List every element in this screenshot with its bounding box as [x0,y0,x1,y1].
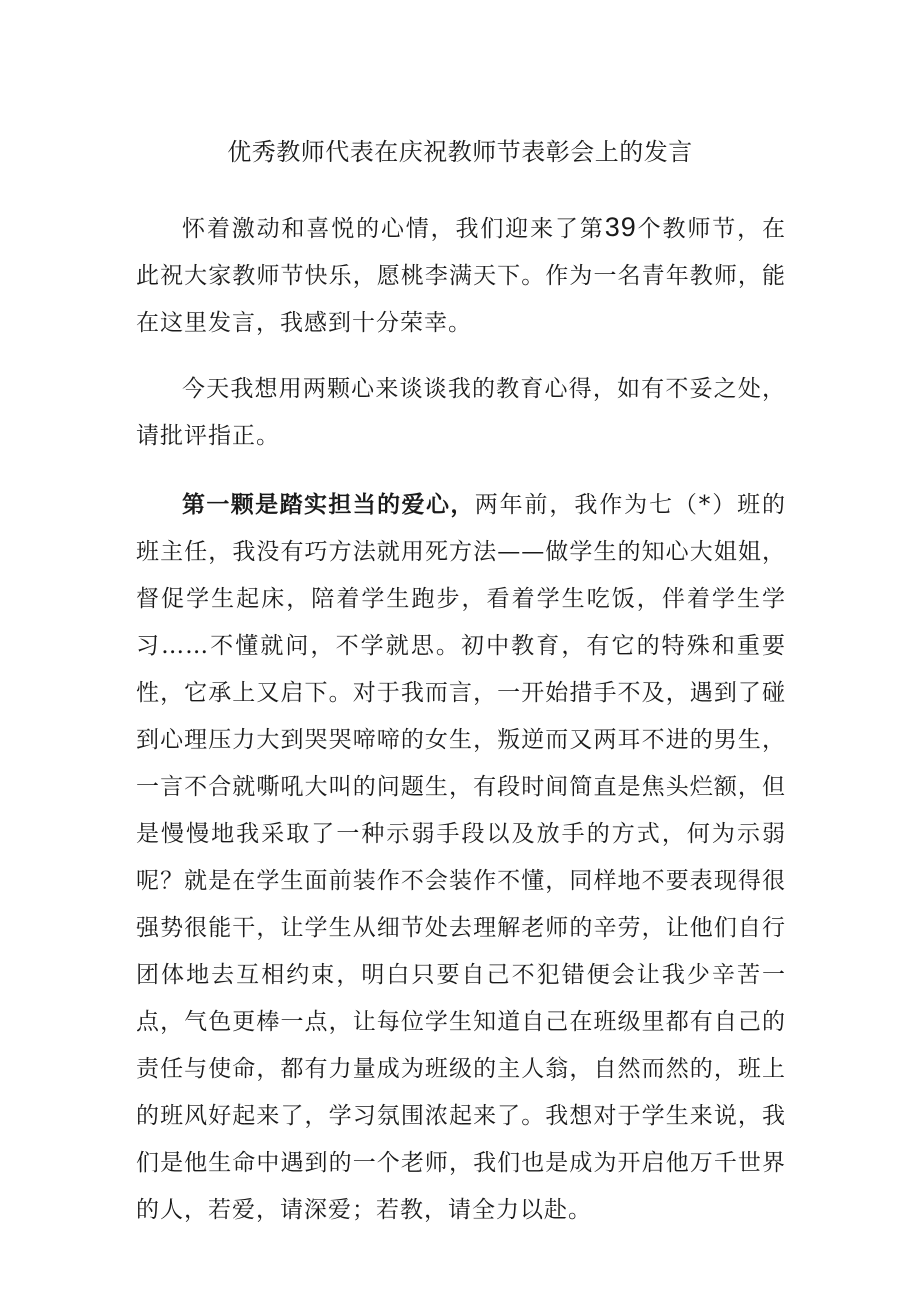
paragraph-first-heart [136,482,786,1234]
first-heart-heading: 第一颗是踏实担当的爱心， [182,492,475,518]
first-heart-body: 两年前，我作为七（*）班的班主任，我没有巧方法就用死方法——做学生的知心大姐姐，督促学生起床，陪着学生跑步，看着学生吃饭，伴着学生学习……不懂就问，不学就思。初中教育，有它的特殊和重要性，它承上又启下。对于我而言，一开始措手不及，遇到了碰到心理压力大到哭哭啼啼的女生，叛逆而又两耳不进的男生，一言不合就嘶吼大叫的问题生，有段时间简直是焦头烂额，但是慢慢地我采取了一种示弱手段以及放手的方式，何为示弱呢？就是在学生面前装作不会装作不懂，同样地不要表现得很强势很能干，让学生从细节处去理解老师的辛劳，让他们自行团体地去互相约束，明白只要自己不犯错便会让我少辛苦一点，气色更棒一点，让每位学生知道自己在班级里都有自己的责任与使命，都有力量成为班级的主人翁，自然而然的，班上的班风好起来了，学习氛围浓起来了。我想对于学生来说，我们是他生命中遇到的一个老师，我们也是成为开启他万千世界的人，若爱，请深爱；若教，请全力以赴。 [136,492,787,1223]
paragraph-opening-text: 怀着激动和喜悦的心情，我们迎来了第 [182,216,605,242]
paragraph-intro: 今天我想用两颗心来谈谈我的教育心得，如有不妥之处，请批评指正。 [136,376,786,449]
paragraph-opening-text-rest: 个教师节，在此祝大家教师节快乐，愿桃李满天下。作为一名青年教师，能在这里发言，我感到十分荣幸。 [136,216,787,336]
teachers-day-number: 39 [604,212,637,242]
document-title: 优秀教师代表在庆祝教师节表彰会上的发言 [227,138,693,166]
paragraph-opening [136,204,786,347]
